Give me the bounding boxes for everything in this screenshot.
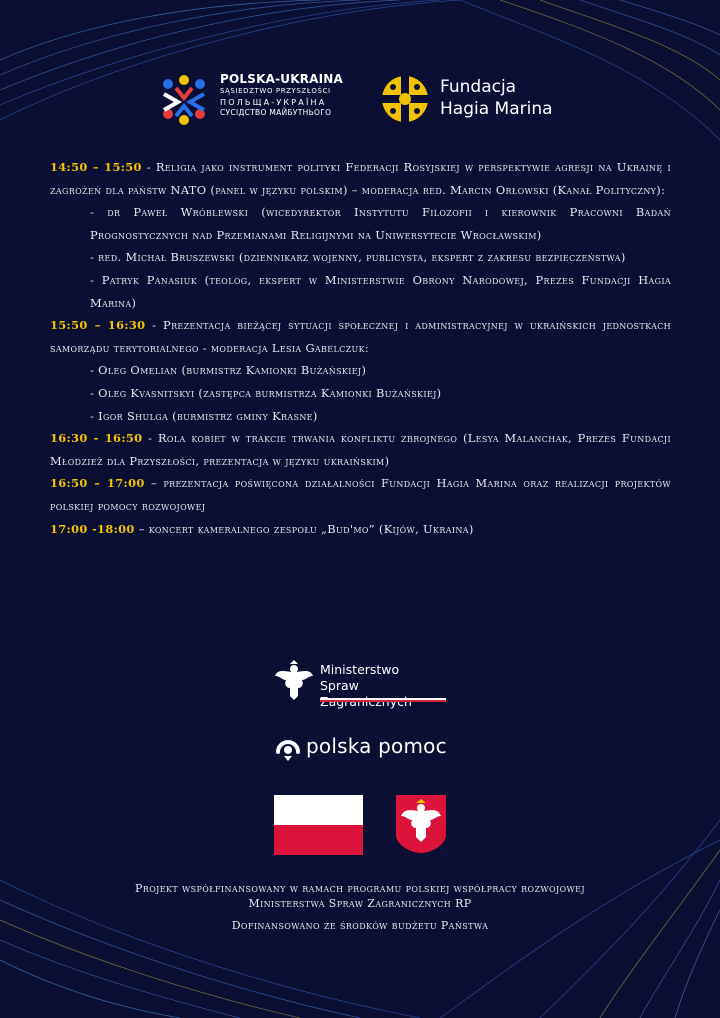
agenda-time: 16:30 - 16:50 <box>50 431 143 446</box>
agenda <box>50 156 671 540</box>
mfa-logo <box>274 658 454 708</box>
agenda-speaker: - Oleg Omelian (burmistrz Kamionki Bużańskiej) <box>90 363 367 378</box>
hagia-marina-text <box>440 76 553 120</box>
mfa-line1: Ministerstwo <box>320 662 400 677</box>
agenda-time: 15:50 – 16:30 <box>50 318 146 333</box>
pu-title-ua: ПОЛЬЩА-УКРАЇНА <box>220 98 327 107</box>
flag-red <box>274 825 363 855</box>
hm-line1: Fundacja <box>440 77 517 97</box>
agenda-item <box>50 156 671 201</box>
agenda-text: - Religia jako instrument polityki Federacji Rosyjskiej w perspektywie agresji na Ukrainę i zagrożeń dla państw NATO (panel w języku polskim) – moderacja red. Marcin Orłowski (Kanał Polityczny): <box>50 160 671 197</box>
agenda-item <box>50 518 671 541</box>
agenda-speaker: - Patryk Panasiuk (teolog, ekspert w Ministerstwie Obrony Narodowej, Prezes Fundacji Hagia Marina) <box>90 272 671 310</box>
footer-project-info <box>0 881 720 911</box>
agenda-text: – prezentacja poświęcona działalności Fundacji Hagia Marina oraz realizacji projektów polskiej pomocy rozwojowej <box>50 476 671 513</box>
agenda-text: - Prezentacja bieżącej sytuacji społecznej i administracyjnej w ukraińskich jednostkach samorządu terytorialnego - moderacja Lesia Gabelczuk: <box>50 318 671 355</box>
agenda-text: - Rola kobiet w trakcie trwania konfliktu zbrojnego (Lesya Malanchak, Prezes Fundacji Młodzież dla Przyszłości, prezentacja w języku ukraińskim) <box>50 431 671 468</box>
agenda-item <box>50 472 671 517</box>
hm-line2: Hagia Marina <box>440 99 553 119</box>
agenda-speaker: - red. Michał Bruszewski (dziennikarz wojenny, publicysta, ekspert z zakresu bezpieczeństwa) <box>90 250 626 265</box>
polska-ukraina-logo <box>158 70 358 130</box>
agenda-speaker: - Oleg Kvasnitskyi (zastępca burmistrza Kamionki Bużańskiej) <box>90 385 442 400</box>
polish-emblem-icon <box>396 795 446 853</box>
agenda-item <box>50 427 671 472</box>
agenda-time: 14:50 – 15:50 <box>50 160 142 174</box>
agenda-time: 17:00 -18:00 <box>50 521 135 536</box>
flag-white <box>274 795 363 825</box>
hagia-marina-logo <box>380 72 580 128</box>
polska-ukraina-emblem-icon <box>158 74 210 126</box>
mfa-red-stripe <box>320 700 446 702</box>
agenda-time: 16:50 – 17:00 <box>50 476 145 491</box>
polska-pomoc-icon <box>274 734 302 762</box>
hagia-marina-cross-icon <box>380 74 430 124</box>
polish-flag <box>274 795 363 855</box>
agenda-speaker: - dr Paweł Wróblewski (wicedyrektor Instytutu Filozofii i kierownik Pracowni Badań Prognostycznych nad Przemianami Religijnymi na Uniwersytecie Wrocławskim) <box>90 205 671 242</box>
agenda-text: – koncert kameralnego zespołu „Bud'mo” (Kijów, Ukraina) <box>134 521 474 536</box>
top-logos <box>158 70 578 130</box>
footer-funding: Dofinansowano ze środków budżetu Państwa <box>231 919 489 932</box>
mfa-text <box>320 662 454 710</box>
pu-title: POLSKA-UKRAINA <box>220 72 344 86</box>
agenda-item <box>50 314 671 359</box>
pu-subtitle: SĄSIEDZTWO PRZYSZŁOŚCI <box>220 87 331 95</box>
mfa-line2: Spraw <box>320 678 359 693</box>
footer-line2: Ministerstwa Spraw Zagranicznych RP <box>248 897 472 910</box>
eagle-icon <box>274 658 314 702</box>
polska-pomoc-logo <box>274 732 454 766</box>
agenda-speaker: - Igor Shulga (burmistrz gminy Krasne) <box>90 408 318 423</box>
footer-line1: Projekt współfinansowany w ramach programu polskiej współpracy rozwojowej <box>134 882 586 895</box>
pu-subtitle-ua: СУСІДСТВО МАЙБУТНЬОГО <box>220 108 332 117</box>
polska-ukraina-text <box>220 72 343 117</box>
polska-pomoc-text: polska pomoc <box>306 734 447 758</box>
